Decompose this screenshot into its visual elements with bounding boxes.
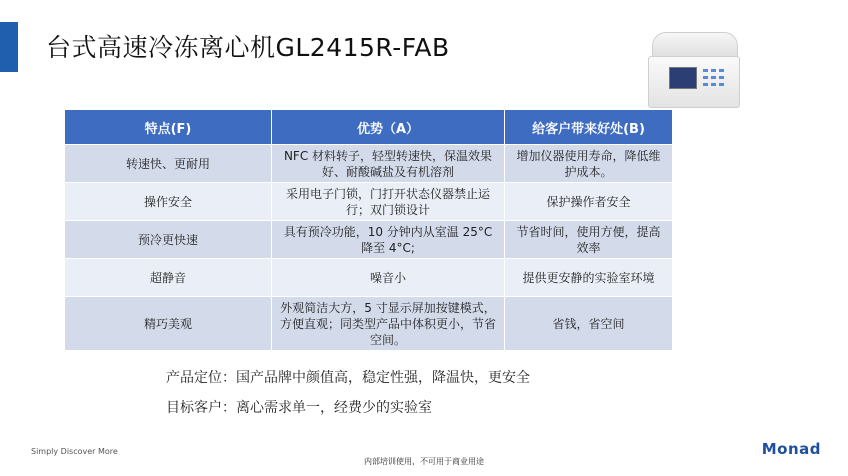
benefit-cell: 增加仪器使用寿命，降低维护成本。 [505, 145, 673, 183]
table-row [65, 297, 673, 351]
table-header-row [65, 110, 673, 145]
feature-cell: 精巧美观 [65, 297, 272, 351]
header-benefit: 给客户带来好处(B) [505, 110, 673, 145]
table-row [65, 221, 673, 259]
advantage-cell: 具有预冷功能，10 分钟内从室温 25°C 降至 4°C; [272, 221, 505, 259]
control-button-icon [711, 83, 716, 86]
feature-cell: 超静音 [65, 259, 272, 297]
product-positioning: 产品定位：国产品牌中颜值高，稳定性强，降温快，更安全 [166, 370, 530, 386]
control-button-icon [711, 76, 716, 79]
benefit-cell: 节省时间，使用方便，提高效率 [505, 221, 673, 259]
control-button-icon [703, 76, 708, 79]
footer-tagline: Simply Discover More [31, 447, 118, 456]
feature-cell: 预冷更快速 [65, 221, 272, 259]
advantage-cell: 采用电子门锁，门打开状态仪器禁止运行；双门锁设计 [272, 183, 505, 221]
control-button-icon [703, 83, 708, 86]
display-screen [669, 67, 697, 89]
centrifuge-product-image [648, 32, 740, 108]
control-button-icon [719, 83, 724, 86]
header-advantage: 优势（A） [272, 110, 505, 145]
accent-bar [0, 22, 18, 72]
table-row [65, 183, 673, 221]
fab-table [64, 109, 673, 351]
centrifuge-body [648, 56, 740, 108]
benefit-cell: 提供更安静的实验室环境 [505, 259, 673, 297]
feature-cell: 操作安全 [65, 183, 272, 221]
control-button-icon [719, 69, 724, 72]
benefit-cell: 省钱，省空间 [505, 297, 673, 351]
page-title: 台式高速冷冻离心机GL2415R-FAB [46, 33, 450, 62]
control-button-icon [703, 69, 708, 72]
advantage-cell: 外观简洁大方，5 寸显示屏加按键模式，方便直观；同类型产品中体积更小，节省空间。 [272, 297, 505, 351]
table-row [65, 145, 673, 183]
target-customers: 目标客户：离心需求单一，经费少的实验室 [166, 400, 432, 416]
feature-cell: 转速快、更耐用 [65, 145, 272, 183]
advantage-cell: NFC 材料转子，轻型转速快，保温效果好、耐酸碱盐及有机溶剂 [272, 145, 505, 183]
benefit-cell: 保护操作者安全 [505, 183, 673, 221]
control-button-icon [711, 69, 716, 72]
footer-notice: 内部培训使用，不可用于商业用途 [364, 457, 484, 466]
monad-logo: Monad [761, 440, 821, 458]
advantage-cell: 噪音小 [272, 259, 505, 297]
table-row [65, 259, 673, 297]
control-button-icon [719, 76, 724, 79]
header-feature: 特点(F) [65, 110, 272, 145]
